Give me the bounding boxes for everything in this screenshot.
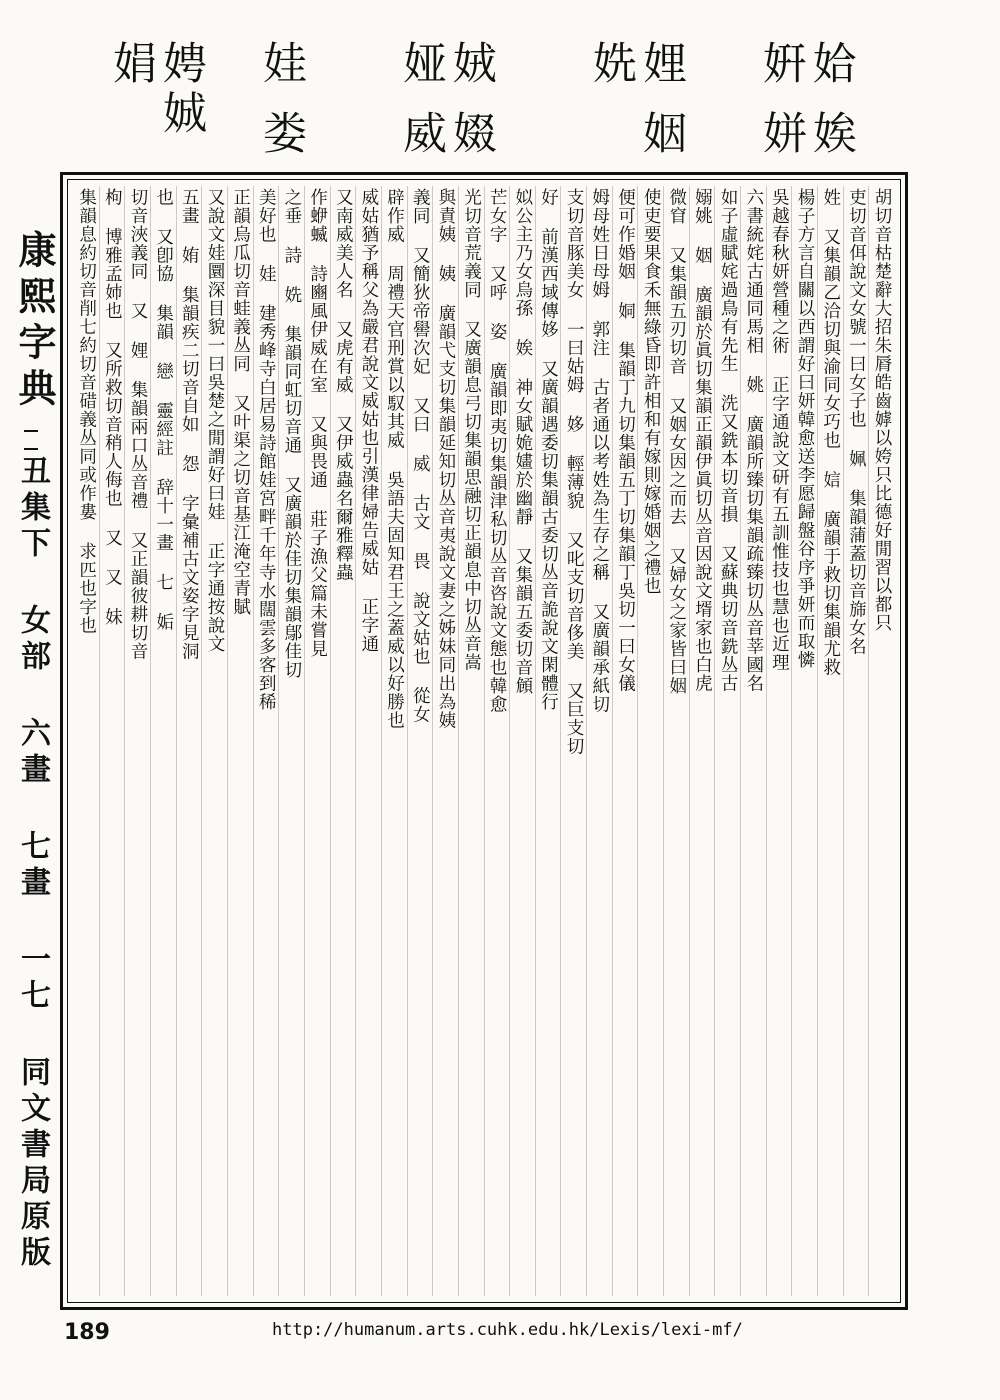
dictionary-text-column: 切音浹義同 又 娌 集韻兩口丛音禮 又正韻彼耕切音 [124,186,150,1296]
dictionary-text-column: 嫋姚 姻 廣韻於眞切集韻正韻伊眞切丛音因說文壻家也白虎 [689,186,715,1296]
dictionary-text-column: 支切音豚美女 一曰姑姆 姼 輕薄貌 又叱支切音侈美 又巨支切 [560,186,586,1296]
dictionary-text-column: 枸 博雅孟姉也 又所救切音稍人侮也 又 又 妹 [99,186,125,1296]
dictionary-text-column: 正韻烏瓜切音蛙義丛同 又叶渠之切音基江淹空青賦 [227,186,253,1296]
dictionary-text-column: 與責姨 姨 廣韻弋支切集韻延知切丛音夷說文妻之姊妹同出為姨 [432,186,458,1296]
dictionary-text-column: 五畫 姷 集韻疾二切音自如 怨 字彙補古文姿字見洞 [176,186,202,1296]
dictionary-text-column: 吳越春秋妍營種之術 正字通說文研有五訓惟技也慧也近理 [766,186,792,1296]
dictionary-text-column: 光切音荒義同 又廣韻息弓切集韻思融切正韻息中切丛音嵩 [458,186,484,1296]
book-title: 康熙字典 [12,230,57,414]
dictionary-text-column: 辟作威 周禮天官刑賞以馭其威 吳語夫固知君王之蓋威以好勝也 [381,186,407,1296]
dictionary-text-column: 吏切音佴說文女號一曰女子也 姵 集韻蒲蓋切音旆女名 [843,186,869,1296]
dictionary-text-column: 芒女字 又呼 姿 廣韻即夷切集韻津私切丛音咨說文態也韓愈 [484,186,510,1296]
page-number: 189 [64,1320,110,1345]
dictionary-text-column: 姓 又集韻乙洽切與渝同女巧也 娮 廣韻于救切集韻尤救 [817,186,843,1296]
seal-heading-group: 娀 娺 娅 威 [395,40,496,160]
dictionary-text-column: 便可作婚姻 姛 集韻丁九切集韻五丁切集韻丁吳切一曰女儀 [612,186,638,1296]
dictionary-text-column: 也 又卽協 集韻 戀 靈經註 辞十一畫 七 姤 [150,186,176,1296]
seal-heading-group: 娌 姻 姺 [585,40,686,160]
dictionary-text-column: 又說文娃圜深目貌一曰吳楚之閒謂好曰娃 正字通按說文 [201,186,227,1296]
dictionary-text-column: 姒公主乃女烏孫 娭 神女賦姽嫿於幽靜 又集韻五委切音頠 [509,186,535,1296]
seal-script-headings [55,30,945,170]
dictionary-page-frame [60,172,908,1310]
dictionary-text-column: 好 前漢西域傳姼 又廣韻遇委切集韻古委切丛音詭說文閑體行 [535,186,561,1296]
dictionary-text-column: 如子虛賦姹過鳥有先生 洗又銑本切音損 又蘇典切音銑丛古 [714,186,740,1296]
source-url-link[interactable]: http://humanum.arts.cuhk.edu.hk/Lexis/lexi-mf/ [272,1320,743,1340]
dictionary-text-column: 之垂 詩 姺 集韻同虹切音通 又廣韻於佳切集韻鄔佳切 [278,186,304,1296]
dictionary-text-column: 胡切音枯楚辭大招朱脣皓齒嫭以姱只比德好閒習以都只 [868,186,894,1296]
dictionary-text-column: 使吏要果食禾無綠昏即許相和有嫁則嫁婚姻之禮也 [637,186,663,1296]
dictionary-text-column: 作蛜蝛 詩豳風伊威在室 又與畏通 莊子漁父篇未嘗見 [304,186,330,1296]
dictionary-text-column: 楊子方言自關以西謂好曰妍韓愈送李愿歸盤谷序爭妍而取憐 [791,186,817,1296]
dictionary-text-column: 義同 又簡狄帝嚳次妃 又曰 威 古文 畏 說文姑也 從女 [407,186,433,1296]
margin-title-strip [8,210,57,1320]
dictionary-text-column: 集韻息約切音削七約切音碏義丛同或作婁 求匹也字也 [76,188,97,635]
dictionary-text-column: 姆母姓日母姆 郭注 古者通以考姓為生存之稱 又廣韻承紙切 [586,186,612,1296]
seal-heading-group: 姶 娭 姸 姘 [755,40,856,160]
inner-border [67,179,901,1303]
dictionary-text-column: 六書統姹古通同馬相 姚 廣韻所臻切集韻疏臻切丛音莘國名 [740,186,766,1296]
dictionary-text-column: 威姑猶予稱父為嚴君說文威姑也引漢律婦告威姑 正字通 [355,186,381,1296]
seal-heading-group: 娉娍 娟 [105,40,206,140]
dictionary-text-column: 美好也 娃 建秀峰寺白居易詩館娃宮畔千年寺水闊雲多客到稀 [253,186,279,1296]
title-divider [24,430,38,450]
text-columns [74,186,894,1296]
faint-background-characters [305,68,335,98]
seal-heading-group: 娃 娄 [255,40,306,160]
section-info: 丑集下 女部 六畫 七畫 一七 同文書局原版 [15,455,50,1272]
dictionary-text-column: 微窅 又集韻五刃切音 又姻女因之而去 又婦女之家皆曰姻 [663,186,689,1296]
dictionary-text-column: 又南威美人名 又虎有威 又伊威蟲名爾雅釋蟲 [330,186,356,1296]
